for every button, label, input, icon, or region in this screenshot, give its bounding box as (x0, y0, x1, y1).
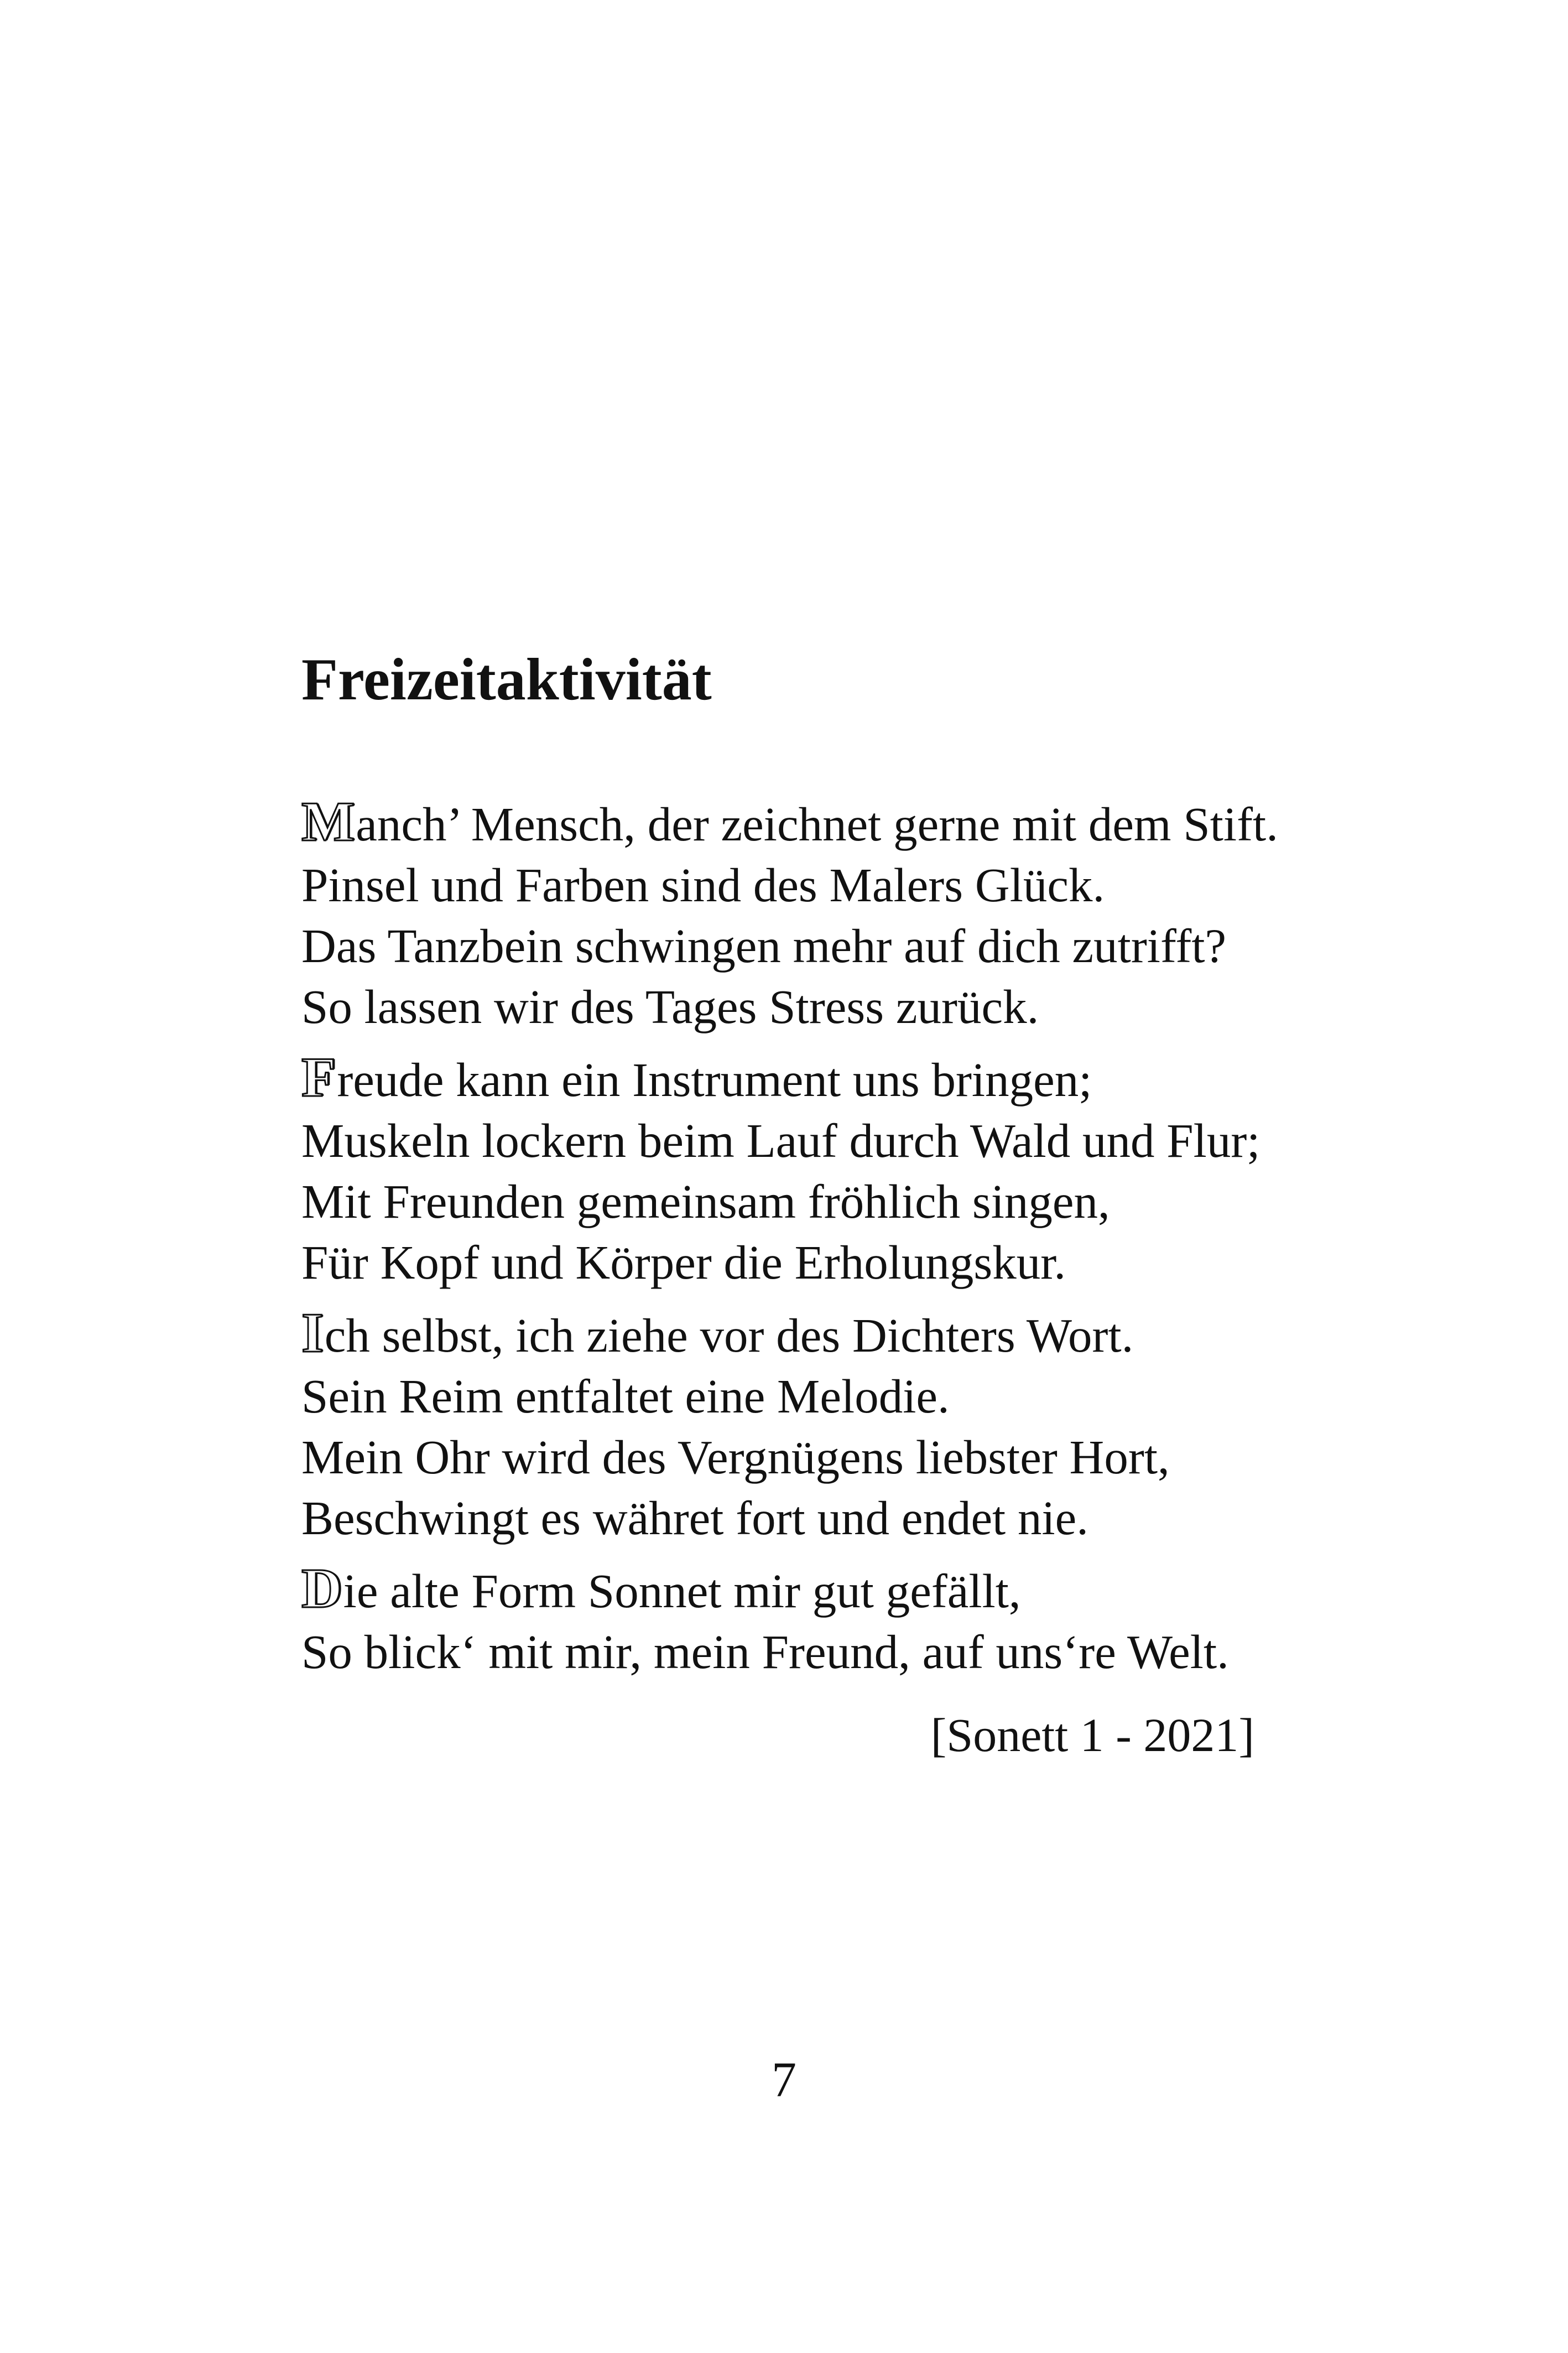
drop-cap-initial: M (301, 791, 356, 853)
stanza-1 (301, 791, 1408, 1037)
stanza-2 (301, 1046, 1408, 1293)
drop-cap-initial: D (301, 1557, 343, 1620)
poem-line (301, 1046, 1408, 1110)
poem-line-text: anch’ Mensch, der zeichnet gerne mit dem Stift. (356, 797, 1278, 851)
stanza-3 (301, 1302, 1408, 1549)
poem-line: Muskeln lockern beim Lauf durch Wald und Flur; (301, 1114, 1260, 1167)
poem-line-text: ie alte Form Sonnet mir gut gefällt, (343, 1564, 1021, 1618)
poem-line (301, 791, 1408, 855)
poem-line: Beschwingt es währet fort und endet nie. (301, 1491, 1089, 1545)
poem-line-text: reude kann ein Instrument uns bringen; (337, 1053, 1092, 1107)
poem-line: Mein Ohr wird des Vergnügens liebster Hort, (301, 1430, 1170, 1484)
page-number: 7 (772, 2053, 796, 2107)
drop-cap-initial: F (301, 1046, 337, 1109)
poem-line: Für Kopf und Körper die Erholungskur. (301, 1235, 1066, 1289)
drop-cap-initial: I (301, 1302, 325, 1364)
poem-line: Mit Freunden gemeinsam fröhlich singen, (301, 1175, 1110, 1228)
poem-body (301, 791, 1408, 1695)
poem-line (301, 1557, 1408, 1622)
poem-line: So lassen wir des Tages Stress zurück. (301, 980, 1039, 1033)
stanza-4 (301, 1557, 1408, 1682)
poem-line: Das Tanzbein schwingen mehr auf dich zutrifft? (301, 919, 1227, 973)
poem-line (301, 1302, 1408, 1366)
poem-line-text: ch selbst, ich ziehe vor des Dichters Wort. (324, 1308, 1134, 1362)
poem-line: Sein Reim entfaltet eine Melodie. (301, 1369, 950, 1423)
poem-line: Pinsel und Farben sind des Malers Glück. (301, 858, 1105, 912)
poem-line: So blick‘ mit mir, mein Freund, auf uns‘re Welt. (301, 1625, 1229, 1679)
poem-title: Freizeitaktivität (301, 647, 712, 713)
poem-signature: [Sonett 1 - 2021] (930, 1708, 1254, 1762)
